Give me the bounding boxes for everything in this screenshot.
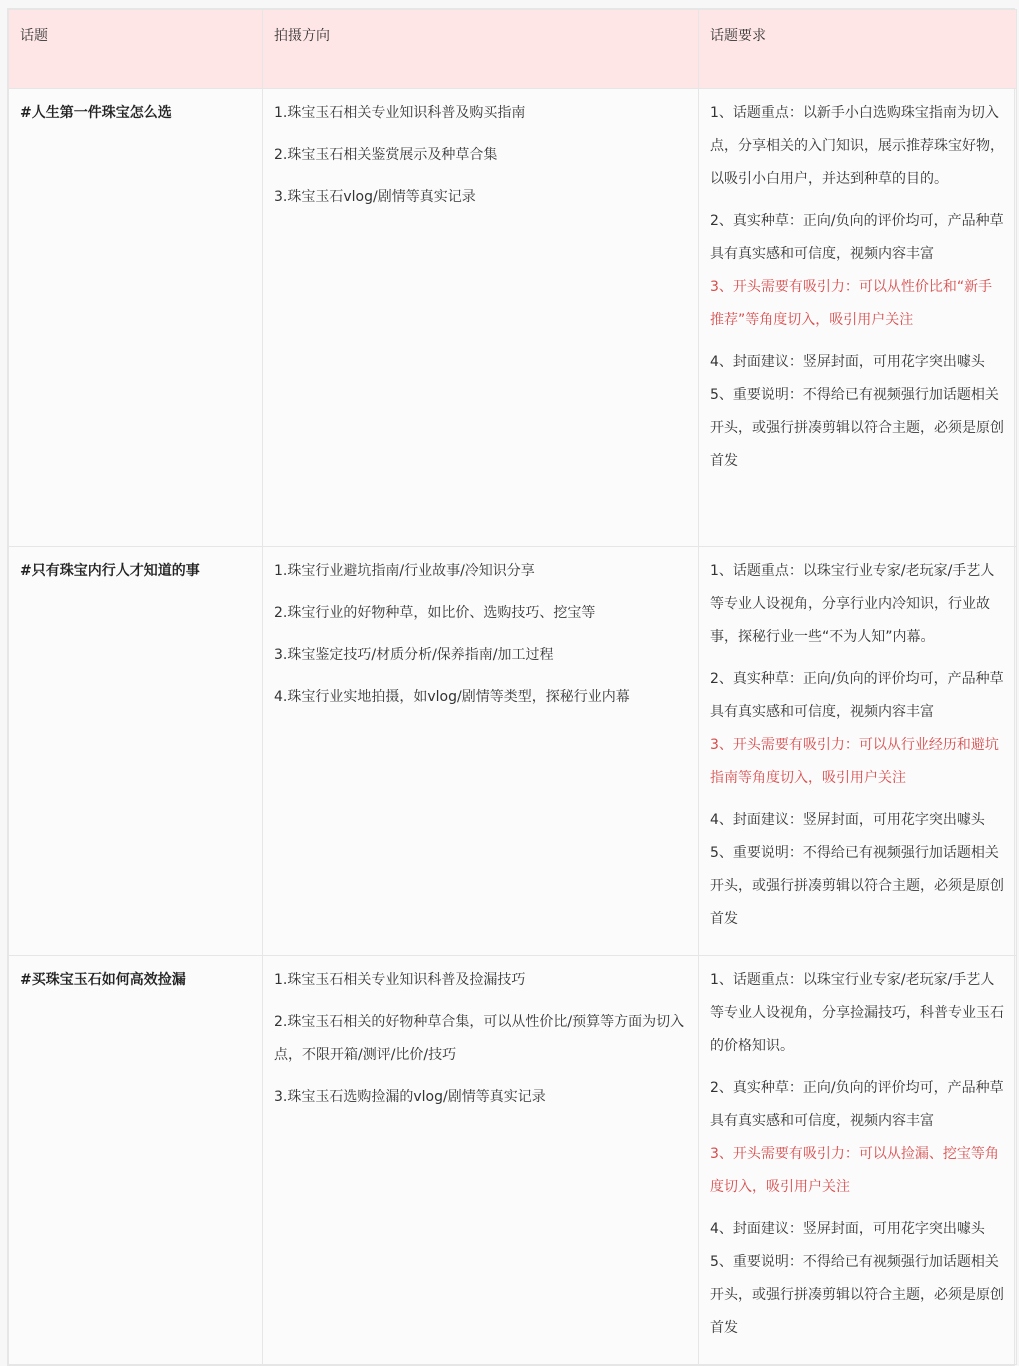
direction-item: 2.珠宝行业的好物种草，如比价、选购技巧、挖宝等 bbox=[274, 605, 596, 621]
header-topic: 话题 bbox=[9, 10, 263, 89]
direction-item: 1.珠宝行业避坑指南/行业故事/冷知识分享 bbox=[274, 563, 535, 579]
requirement-cover: 4、封面建议：竖屏封面，可用花字突出噱头 bbox=[710, 354, 985, 370]
requirement-real-recommendation: 2、真实种草：正向/负向的评价均可，产品种草具有真实感和可信度，视频内容丰富 bbox=[710, 671, 1004, 720]
table-row bbox=[9, 956, 1017, 1365]
requirement-focus: 1、话题重点：以珠宝行业专家/老玩家/手艺人等专业人设视角，分享行业内冷知识，行业故事，探秘行业一些“不为人知”内幕。 bbox=[710, 563, 995, 645]
direction-item: 2.珠宝玉石相关鉴赏展示及种草合集 bbox=[274, 147, 498, 163]
header-topic-requirements: 话题要求 bbox=[699, 10, 1017, 89]
direction-item: 4.珠宝行业实地拍摄，如vlog/剧情等类型，探秘行业内幕 bbox=[274, 689, 630, 705]
requirement-cell bbox=[699, 956, 1017, 1365]
requirement-group bbox=[710, 1072, 1005, 1204]
requirement-important-note: 5、重要说明：不得给已有视频强行加话题相关开头，或强行拼凑剪辑以符合主题，必须是原创首发 bbox=[710, 845, 1004, 927]
requirement-group bbox=[710, 1213, 1005, 1345]
requirement-cell bbox=[699, 89, 1017, 547]
table-row bbox=[9, 547, 1017, 956]
requirement-important-note: 5、重要说明：不得给已有视频强行加话题相关开头，或强行拼凑剪辑以符合主题，必须是原创首发 bbox=[710, 1254, 1004, 1336]
topic-cell: #只有珠宝内行人才知道的事 bbox=[9, 547, 263, 956]
direction-item: 3.珠宝玉石vlog/剧情等真实记录 bbox=[274, 189, 476, 205]
requirement-focus: 1、话题重点：以珠宝行业专家/老玩家/手艺人等专业人设视角，分享捡漏技巧，科普专业玉石的价格知识。 bbox=[710, 972, 1004, 1054]
requirement-cover: 4、封面建议：竖屏封面，可用花字突出噱头 bbox=[710, 812, 985, 828]
topic-cell: #买珠宝玉石如何高效捡漏 bbox=[9, 956, 263, 1365]
requirement-group bbox=[710, 205, 1005, 337]
requirement-real-recommendation: 2、真实种草：正向/负向的评价均可，产品种草具有真实感和可信度，视频内容丰富 bbox=[710, 213, 1004, 262]
table-row bbox=[9, 89, 1017, 547]
requirement-opening-hook: 3、开头需要有吸引力：可以从性价比和“新手推荐”等角度切入，吸引用户关注 bbox=[710, 279, 993, 328]
direction-cell bbox=[263, 89, 699, 547]
direction-cell bbox=[263, 547, 699, 956]
topic-table-container bbox=[7, 8, 1015, 1366]
requirement-group bbox=[710, 663, 1005, 795]
requirement-real-recommendation: 2、真实种草：正向/负向的评价均可，产品种草具有真实感和可信度，视频内容丰富 bbox=[710, 1080, 1004, 1129]
direction-cell bbox=[263, 956, 699, 1365]
requirement-cell bbox=[699, 547, 1017, 956]
table-header-row bbox=[9, 10, 1017, 89]
requirement-important-note: 5、重要说明：不得给已有视频强行加话题相关开头，或强行拼凑剪辑以符合主题，必须是原创首发 bbox=[710, 387, 1004, 469]
requirement-group bbox=[710, 346, 1005, 478]
requirement-group bbox=[710, 804, 1005, 936]
requirement-cover: 4、封面建议：竖屏封面，可用花字突出噱头 bbox=[710, 1221, 985, 1237]
direction-item: 1.珠宝玉石相关专业知识科普及捡漏技巧 bbox=[274, 972, 526, 988]
header-shooting-direction: 拍摄方向 bbox=[263, 10, 699, 89]
direction-item: 3.珠宝鉴定技巧/材质分析/保养指南/加工过程 bbox=[274, 647, 554, 663]
requirement-focus: 1、话题重点：以新手小白选购珠宝指南为切入点，分享相关的入门知识，展示推荐珠宝好物，以吸引小白用户，并达到种草的目的。 bbox=[710, 105, 1004, 187]
topic-table bbox=[8, 9, 1017, 1365]
topic-cell: #人生第一件珠宝怎么选 bbox=[9, 89, 263, 547]
direction-item: 3.珠宝玉石选购捡漏的vlog/剧情等真实记录 bbox=[274, 1089, 546, 1105]
requirement-opening-hook: 3、开头需要有吸引力：可以从捡漏、挖宝等角度切入，吸引用户关注 bbox=[710, 1146, 999, 1195]
requirement-opening-hook: 3、开头需要有吸引力：可以从行业经历和避坑指南等角度切入，吸引用户关注 bbox=[710, 737, 999, 786]
direction-item: 2.珠宝玉石相关的好物种草合集，可以从性价比/预算等方面为切入点，不限开箱/测评/比价/技巧 bbox=[274, 1014, 685, 1063]
direction-item: 1.珠宝玉石相关专业知识科普及购买指南 bbox=[274, 105, 526, 121]
